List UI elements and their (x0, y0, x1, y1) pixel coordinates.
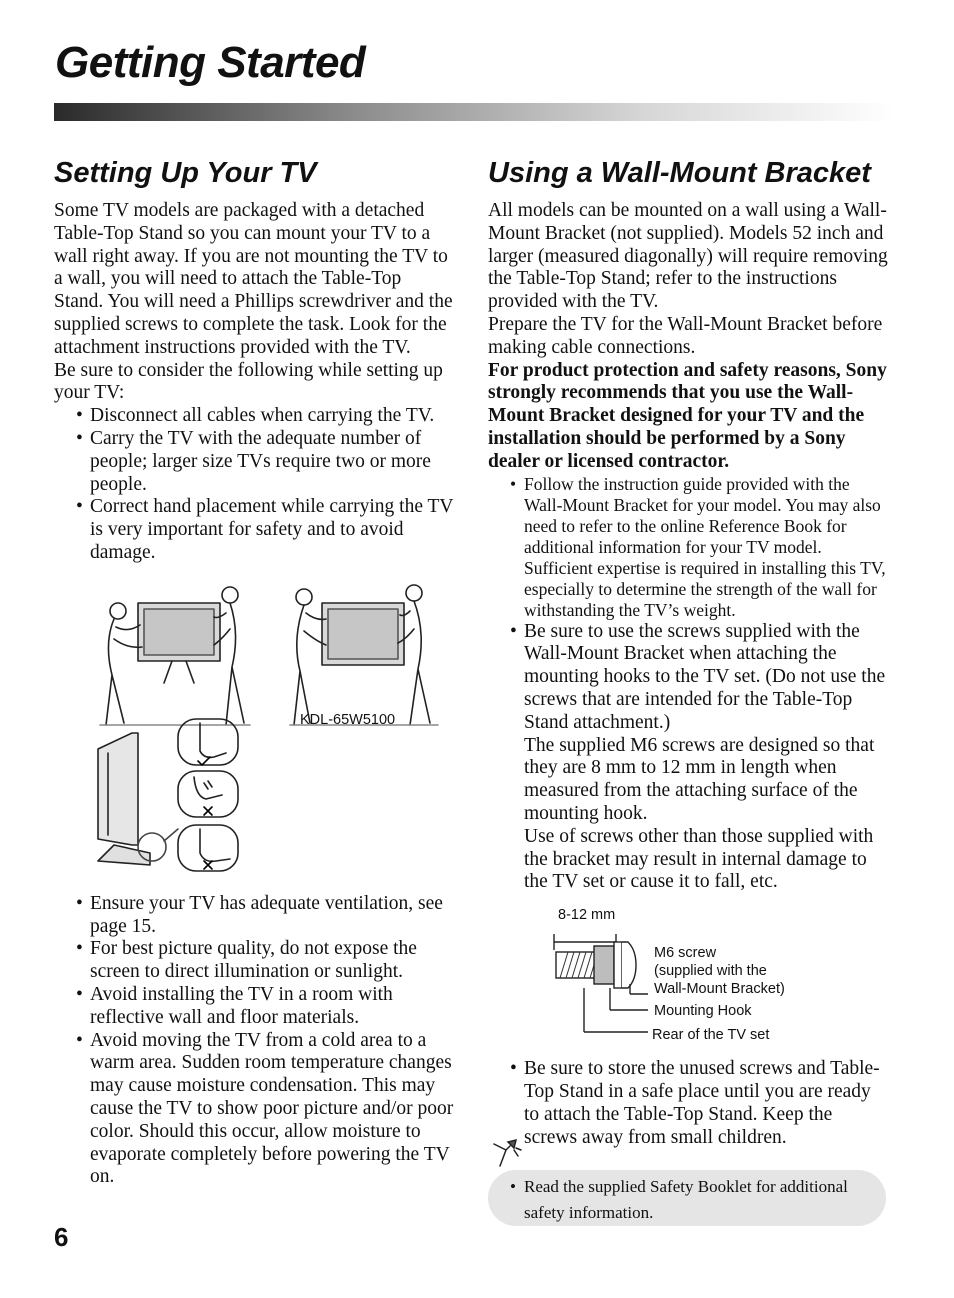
carry-list (54, 405, 454, 565)
measure-label: 8-12 mm (558, 907, 616, 924)
screw-label-line1: M6 screw (654, 945, 717, 962)
list-item: • Follow the instruction guide provided with the Wall-Mount Bracket for your model. You may also need to refer to the online Reference Book for additional information for your TV model. Sufficient expertise is required in installing this TV, especially to determine the strength of the wall for withstanding the TV’s weight. (510, 474, 888, 621)
list-item (510, 621, 888, 895)
wall-mount-heading: Using a Wall-Mount Bracket (488, 157, 871, 189)
setup-intro: Some TV models are packaged with a detached Table-Top Stand so you can mount your TV to a wall right away. If you are not mounting the TV to a wall, you will need to attach the Table-Top Stand. You will need a Phillips screwdriver and the supplied screws to complete the task. Look for the attachment instructions provided with the TV. (54, 200, 453, 358)
title-gradient-rule (54, 103, 894, 121)
setup-section (54, 156, 454, 1189)
safety-note-text: • Read the supplied Safety Booklet for additional safety information. (524, 1174, 864, 1226)
list-item: • Be sure to store the unused screws and Table-Top Stand in a safe place until you are ready to attach the Table-Top Stand. Keep the screws away from small children. (510, 1058, 888, 1149)
placement-list (54, 893, 454, 1189)
list-item: • Ensure your TV has adequate ventilation, see page 15. (76, 893, 454, 939)
note-lamp-svg (490, 1136, 522, 1168)
screw-length-note: The supplied M6 screws are designed so that they are 8 mm to 12 mm in length when measured from the attaching surface of the mounting hook. (524, 734, 875, 824)
wall-mount-prepare: Prepare the TV for the Wall-Mount Bracket before making cable connections. (488, 313, 883, 358)
two-people-carrying-icon (100, 587, 250, 725)
carry-figure-caption: KDL-65W5100 (300, 711, 396, 728)
lamp-note-icon (490, 1136, 522, 1173)
setup-heading: Setting Up Your TV (54, 157, 317, 189)
screw-warning-note: Use of screws other than those supplied with the bracket may result in internal damage to the TV set or cause it to fall, etc. (524, 825, 874, 893)
storage-list (488, 1058, 888, 1149)
list-item: • Avoid moving the TV from a cold area to a warm area. Sudden room temperature changes may cause moisture condensation. This may cause the TV to show poor picture and/or poor color. Should this occur, allow moisture to evaporate completely before powering the TV on. (76, 1030, 454, 1190)
list-item: • For best picture quality, do not expose the screen to direct illumination or sunlight. (76, 938, 454, 984)
setup-consider: Be sure to consider the following while setting up your TV: (54, 359, 443, 404)
list-item: • Correct hand placement while carrying the TV is very important for safety and to avoid damage. (76, 496, 454, 564)
mounting-hook-label: Mounting Hook (654, 1003, 752, 1020)
list-item: • Carry the TV with the adequate number of people; larger size TVs require two or more people. (76, 428, 454, 496)
page-number: 6 (54, 1222, 69, 1252)
safety-warning: For product protection and safety reasons, Sony strongly recommends that you use the Wall-Mount Bracket designed for your TV and the installation should be performed by a Sony dealer or licensed contractor. (488, 359, 887, 472)
page-title: Getting Started (55, 38, 366, 87)
safety-note-box (488, 1170, 886, 1226)
wall-mount-section (488, 156, 888, 1149)
wall-mount-intro: All models can be mounted on a wall using a Wall-Mount Bracket (not supplied). Models 52 inch and larger (measured diagonally) will require removing the Table-Top Stand; refer to the instructions provided with the TV. (488, 200, 888, 313)
rear-tv-label: Rear of the TV set (652, 1027, 770, 1044)
list-item: • Disconnect all cables when carrying the TV. (76, 405, 454, 428)
two-people-carrying-large-tv-icon (290, 585, 438, 725)
screw-label-line3: Wall-Mount Bracket) (654, 981, 785, 998)
tv-side-view-icon (98, 733, 178, 865)
carry-tv-figure (54, 583, 454, 883)
list-item: • Avoid installing the TV in a room with reflective wall and floor materials. (76, 984, 454, 1030)
wall-mount-list (488, 474, 888, 895)
carry-tv-illustration (54, 583, 454, 883)
screw-label-line2: (supplied with the (654, 963, 767, 980)
screw-diagram (488, 902, 888, 1052)
hand-placement-detail-icon (178, 719, 238, 871)
screw-instruction: Be sure to use the screws supplied with the Wall-Mount Bracket when attaching the mounting hooks to the TV set. (Do not use the screws that are intended for the Table-Top Stand attachment.) (524, 620, 886, 733)
